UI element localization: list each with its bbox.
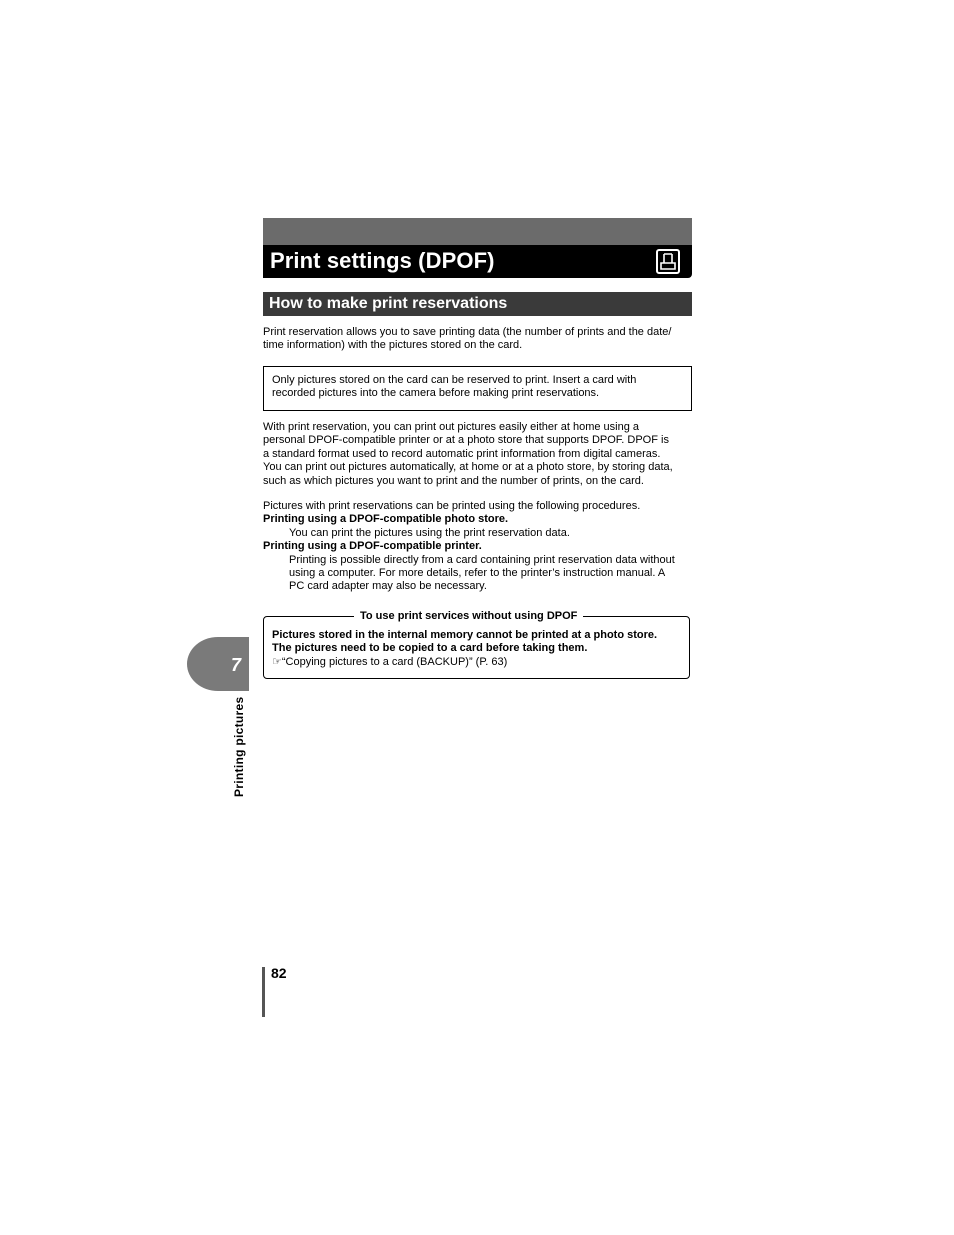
page-number: 82 bbox=[271, 965, 287, 981]
chapter-number: 7 bbox=[231, 655, 242, 675]
print-icon bbox=[656, 249, 680, 274]
section-header bbox=[263, 292, 692, 316]
paragraph-line: such as which pictures you want to print and the number of prints, on the card. bbox=[263, 474, 644, 487]
section-title: How to make print reservations bbox=[269, 295, 508, 312]
procedure-heading: Printing using a DPOF-compatible printer. bbox=[263, 540, 482, 553]
tip-box bbox=[263, 610, 690, 679]
notice-text bbox=[272, 374, 682, 401]
intro-line: time information) with the pictures stored on the card. bbox=[263, 339, 523, 352]
tip-title: To use print services without using DPOF bbox=[354, 609, 583, 623]
tip-line: The pictures need to be copied to a card before taking them. bbox=[272, 642, 588, 655]
procedure-text: You can print the pictures using the print reservation data. bbox=[289, 526, 570, 539]
reference-icon: ☞ bbox=[272, 655, 282, 668]
page-title: Print settings (DPOF) bbox=[270, 248, 495, 273]
tip-line: Pictures stored in the internal memory cannot be printed at a photo store. bbox=[272, 629, 658, 641]
notice-line: Only pictures stored on the card can be reserved to print. Insert a card with bbox=[272, 374, 637, 386]
paragraph-line: personal DPOF-compatible printer or at a photo store that supports DPOF. DPOF is bbox=[263, 434, 669, 447]
intro-paragraph bbox=[263, 326, 695, 353]
procedure-line: Printing is possible directly from a card containing print reservation data without bbox=[289, 553, 675, 566]
procedures-intro: Pictures with print reservations can be printed using the following procedures. bbox=[263, 500, 641, 512]
chapter-label: Printing pictures bbox=[232, 696, 246, 797]
dpof-paragraph bbox=[263, 421, 695, 488]
procedure-line: using a computer. For more details, refer to the printer’s instruction manual. A bbox=[289, 567, 666, 580]
procedure-heading: Printing using a DPOF-compatible photo store. bbox=[263, 513, 509, 526]
chapter-tab bbox=[187, 637, 249, 691]
reference-text: “Copying pictures to a card (BACKUP)” (P. 63) bbox=[281, 655, 508, 668]
paragraph-line: a standard format used to record automatic print information from digital cameras. bbox=[263, 447, 661, 460]
notice-box bbox=[263, 366, 692, 411]
page-number-rule bbox=[262, 967, 265, 1017]
title-banner-top bbox=[263, 218, 692, 245]
title-banner bbox=[263, 245, 692, 278]
tip-reference[interactable] bbox=[272, 656, 684, 669]
paragraph-line: With print reservation, you can print out pictures easily either at home using a bbox=[263, 421, 640, 433]
intro-line: Print reservation allows you to save printing data (the number of prints and the date/ bbox=[263, 326, 672, 338]
notice-line: recorded pictures into the camera before making print reservations. bbox=[272, 387, 600, 400]
procedure-text bbox=[263, 554, 695, 594]
procedure-line: PC card adapter may also be necessary. bbox=[289, 580, 487, 593]
paragraph-line: You can print out pictures automatically, at home or at a photo store, by storing data, bbox=[263, 461, 673, 474]
tip-content bbox=[272, 629, 684, 669]
procedures bbox=[263, 500, 695, 594]
